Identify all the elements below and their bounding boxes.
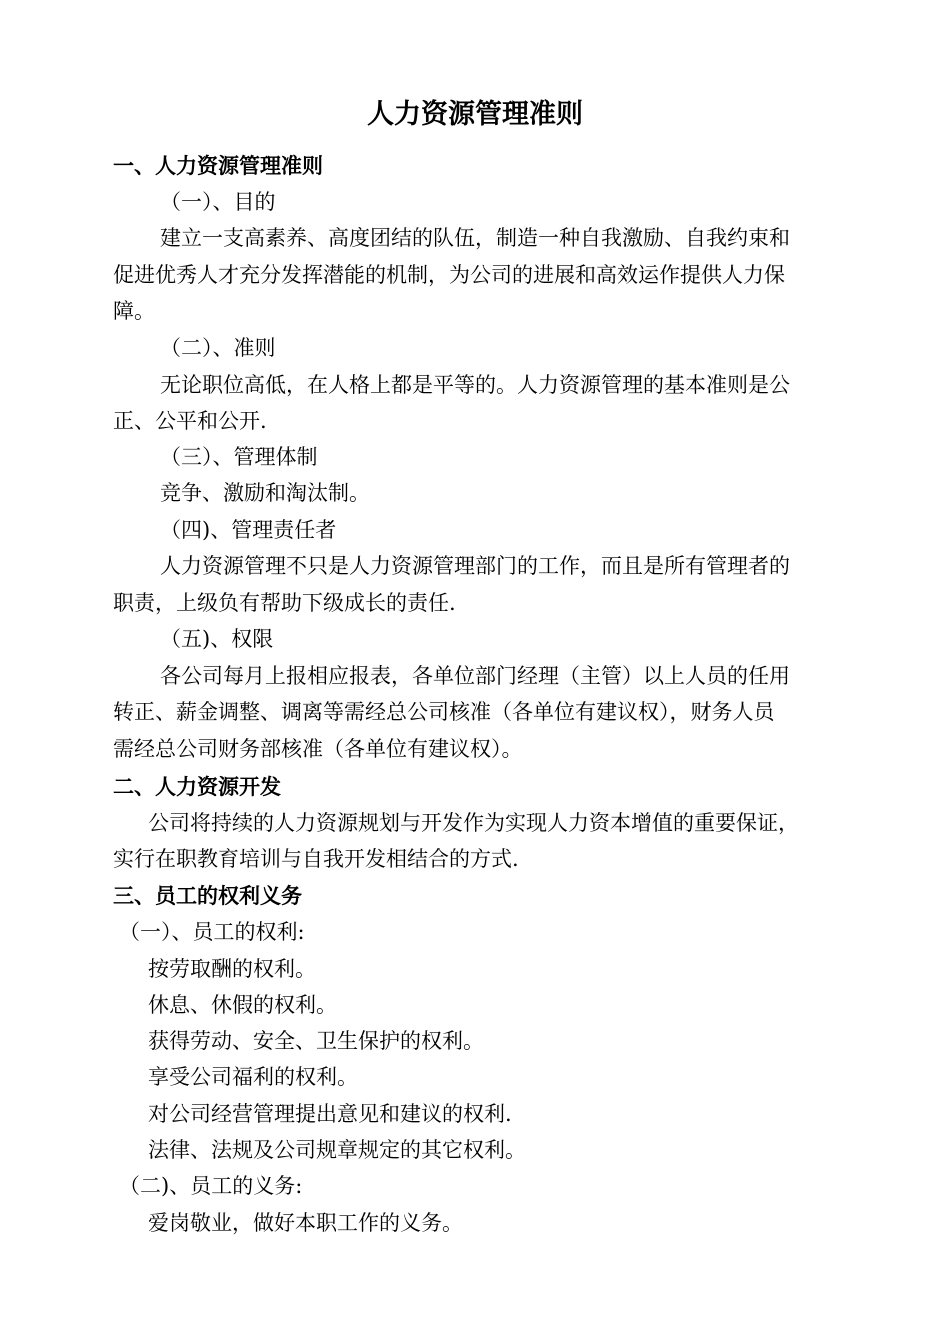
list-item: 对公司经营管理提出意见和建议的权利. bbox=[148, 1102, 512, 1126]
subsection-heading: （二）、准则 bbox=[160, 336, 276, 360]
subsection-heading: （一）、目的 bbox=[160, 190, 276, 214]
paragraph-line: 竞争、激励和淘汰制。 bbox=[160, 481, 370, 505]
document-title: 人力资源管理准则 bbox=[367, 99, 583, 130]
paragraph-line: 需经总公司财务部核准（各单位有建议权）。 bbox=[113, 737, 523, 761]
paragraph-line: 建立一支高素养、高度团结的队伍，制造一种自我激励、自我约束和 bbox=[160, 226, 790, 250]
subsection-heading: （二)、员工的义务: bbox=[119, 1174, 303, 1198]
paragraph-line: 实行在职教育培训与自我开发相结合的方式. bbox=[113, 847, 519, 871]
list-item: 爱岗敬业，做好本职工作的义务。 bbox=[148, 1211, 463, 1235]
section-heading-2: 二、人力资源开发 bbox=[113, 775, 281, 799]
section-heading-3: 三、员工的权利义务 bbox=[113, 884, 302, 908]
paragraph-line: 转正、薪金调整、调离等需经总公司核准（各单位有建议权），财务人员 bbox=[113, 700, 775, 724]
paragraph-line: 正、公平和公开. bbox=[113, 409, 267, 433]
subsection-heading: （五)、权限 bbox=[160, 627, 274, 651]
paragraph-line: 各公司每月上报相应报表，各单位部门经理（主管）以上人员的任用 bbox=[160, 664, 790, 688]
paragraph-line: 职责，上级负有帮助下级成长的责任. bbox=[113, 591, 456, 615]
paragraph-line: 障。 bbox=[113, 299, 155, 323]
paragraph-line: 促进优秀人才充分发挥潜能的机制，为公司的进展和高效运作提供人力保 bbox=[113, 263, 785, 287]
list-item: 法律、法规及公司规章规定的其它权利。 bbox=[148, 1138, 526, 1162]
list-item: 按劳取酬的权利。 bbox=[148, 957, 316, 981]
paragraph-line: 公司将持续的人力资源规划与开发作为实现人力资本增值的重要保证， bbox=[148, 811, 799, 835]
paragraph-line: 人力资源管理不只是人力资源管理部门的工作，而且是所有管理者的 bbox=[160, 554, 790, 578]
section-heading-1: 一、人力资源管理准则 bbox=[113, 154, 323, 178]
subsection-heading: （四)、管理责任者 bbox=[160, 518, 337, 542]
list-item: 获得劳动、安全、卫生保护的权利。 bbox=[148, 1029, 484, 1053]
list-item: 休息、休假的权利。 bbox=[148, 993, 337, 1017]
subsection-heading: （三）、管理体制 bbox=[160, 445, 318, 469]
list-item: 享受公司福利的权利。 bbox=[148, 1065, 358, 1089]
subsection-heading: （一）、员工的权利: bbox=[119, 920, 305, 944]
paragraph-line: 无论职位高低，在人格上都是平等的。人力资源管理的基本准则是公 bbox=[160, 373, 790, 397]
